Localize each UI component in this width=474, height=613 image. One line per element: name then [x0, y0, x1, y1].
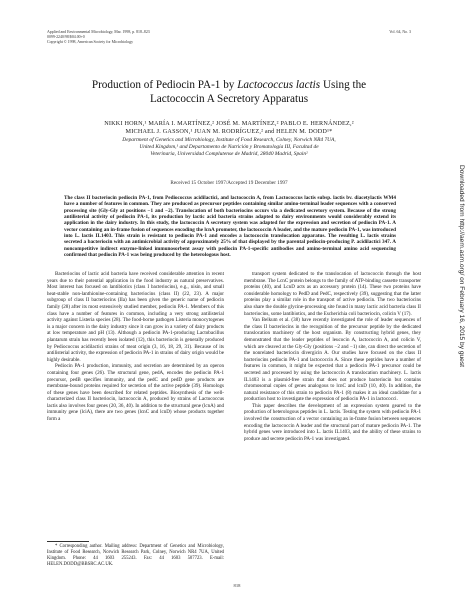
abstract: The class II bacteriocin pediocin PA-1, from Pediococcus acidilactici, and lactococcin A, from Lactococcus lactis subsp. lactis bv. diacetylactis WM4 have a number of features in common. They are produced as precursor peptides containing similar amino-terminal leader sequences with a conserved processing site (Gly-Gly at positions −1 and −2). Translocation of both bacteriocins occurs via a dedicated secretory system. Because of the strong antilisterial activity of pediocin PA-1, its production by lactic acid bacteria strains adapted to dairy environments would considerably extend its application in the dairy industry. In this study, the lactococcin A secretory system was adapted for the expression and secretion of pediocin PA-1. A vector containing an in-frame fusion of sequences encoding the lcnA promoter, the lactococcin A leader, and the mature pediocin PA-1, was introduced into L. lactis IL1403. This strain is resistant to pediocin PA-1 and encodes a lactococcin translocation apparatus. The resulting L. lactis strains secreted a bacteriocin with an antimicrobial activity of approximately 25% of that displayed by the parental pediocin-producing P. acidilactici 347. A noncompetitive indirect enzyme-linked immunosorbent assay with pediocin PA-1-specific antibodies and amino-terminal amino acid sequencing confirmed that pediocin PA-1 was being produced by the heterologous host.: [64, 195, 396, 259]
paragraph: Bacteriocins of lactic acid bacteria have received considerable attention in recent years due to their potential application in the food industry as natural preservatives. Most interest has focused on lantibiotics (class I bacteriocins), e.g., nisin, and small heat-stable non-lanthionine-containing bacteriocins (class II) (22, 23). A major subgroup of class II bacteriocins (IIa) has been given the generic name of pediocin family (28) after its most extensively studied member, pediocin PA-1. Members of this class have a number of features in common, including a very strong antilisterial activity against Listeria species (28). The food-borne pathogen Listeria monocytogenes is a major concern in the dairy industry since it can grow in a variety of dairy products at low temperature and pH (13). Although a pediocin PA-1-producing Lactobacillus plantarum strain has recently been isolated (12), this bacteriocin is generally produced by Pediococcus acidilactici strains of meat origin (3, 16, 18, 29, 31). Because of its antilisterial activity, the expression of pediocin PA-1 in strains of dairy origin would be highly desirable.: [47, 271, 224, 363]
journal-copyright: Copyright © 1998, American Society for Microbiology: [47, 40, 134, 45]
paragraph: transport system dedicated to the translocation of lactococcin through the host membrane. The LcnC protein belongs to the family of ATP-binding cassette transporter proteins (40), and LcnD acts as an accessory protein (14). These two proteins have considerable homology to PedD and PedC, respectively (39), suggesting that the latter proteins play a similar role in the transport of active pediocin. The two bacteriocins also share the double glycine-processing site found in many lactic acid bacteria class II bacteriocins, some lantibiotics, and the Escherichia coli bacteriocin, colicin V (17).: [244, 271, 421, 317]
author-line-1: NIKKI HORN,¹ MARÍA I. MARTÍNEZ,² JOSÉ M. MARTÍNEZ,² PABLO E. HERNÁNDEZ,²: [104, 120, 354, 127]
journal-issn: 0099-2240/98/$04.00+0: [47, 35, 85, 40]
author-line-2: MICHAEL J. GASSON,¹ JUAN M. RODRÍGUEZ,² and HELEN M. DODD¹*: [125, 128, 333, 136]
download-watermark-text: Downloaded from http://aem.asm.org/ on February 16, 2015 by guest: [458, 165, 465, 367]
title-line-2: Lactococcin A Secretory Apparatus: [149, 92, 309, 105]
author-list: [47, 120, 411, 136]
page-number: 818: [233, 583, 241, 588]
download-watermark: [457, 165, 467, 435]
body-column-right: [244, 271, 421, 442]
title-suffix: Using the: [320, 79, 367, 91]
paragraph: Van Belkum et al. (38) have recently investigated the role of leader sequences of the class II bacteriocins in the recognition of the precursor peptide by the dedicated translocation machinery of the host organism. By constructing hybrid genes, they demonstrated that the leader peptides of leucocin A, lactococcin A, and colicin V, which are cleaved at the Gly-Gly (positions −2 and −1) site, can direct the secretion of the nonrelated bacteriocin divergicin A. Our studies have focused on the class II bacteriocins pediocin PA-1 and lactococcin A. Since these peptides have a number of features in common, it might be expected that a pediocin PA-1 precursor could be secreted and processed by using the lactococcin A translocation machinery. L. lactis IL1403 is a plasmid-free strain that does not produce bacteriocin but contains chromosomal copies of genes analogous to lcnC and lcnD (10, 40). In addition, the natural resistance of this strain to pediocin PA-1 (8) makes it an ideal candidate for a production host to investigate the expression of pediocin PA-1 in lactococci.: [244, 317, 421, 403]
received-dates: Received 15 October 1997/Accepted 19 December 1997: [170, 180, 288, 186]
journal-header: [47, 30, 411, 46]
title-line-1: [47, 79, 411, 93]
paragraph: Pediocin PA-1 production, immunity, and secretion are determined by an operon containing four genes (26). The structural gene, pedA, encodes the pediocin PA-1 precursor, pedB specifies immunity, and the pedC and pedD gene products are membrane-bound proteins required for secretion of the active peptide (39). Homologs of these genes have been described for related peptides. Biosynthesis of the well-characterized class II bacteriocin, lactococcin A, produced by strains of Lactococcus lactis also involves four genes (20, 36, 40). In addition to the structural gene (lcnA) and immunity gene (lciA), there are two genes (lcnC and lcnD) whose products together form a: [47, 363, 224, 423]
journal-citation: Applied and Environmental Microbiology, Mar. 1998, p. 818–823: [47, 30, 150, 34]
affiliation-line-2: United Kingdom,¹ and Departamento de Nutrición y Bromatología III, Facultad de: [139, 144, 319, 151]
title-organism: Lactococcus lactis: [237, 79, 321, 91]
affiliation-line-3: Veterinaria, Universidad Complutense de Madrid, 28040 Madrid, Spain²: [150, 151, 308, 158]
footnote-divider: [47, 541, 89, 542]
article-title: [47, 79, 411, 106]
affiliation-line-1: Department of Genetics and Microbiology, Institute of Food Research, Colney, Norwich NR4 7UA,: [122, 137, 336, 143]
body-column-left: [47, 271, 224, 423]
title-prefix: Production of Pediocin PA-1 by: [91, 79, 238, 91]
corresponding-author-footnote: * Corresponding author. Mailing address: Department of Genetics and Microbiology, Institute of Food Research, Norwich Research Park, Colney, Norwich NR4 7UA, United Kingdom. Phone: 44 1603 255243. Fax: 44 1603 507723. E-mail: HELEN.DODD@BBSRC.AC.UK.: [47, 544, 224, 568]
journal-volume: Vol. 64, No. 3: [389, 30, 411, 34]
affiliations: [60, 137, 398, 159]
paragraph: This paper describes the development of an expression system geared to the production of heterologous peptides in L. lactis. Testing the system with pediocin PA-1 involved the construction of a vector containing an in-frame fusion between sequences encoding the lactococcin A leader and the structural part of mature pediocin PA-1. The hybrid genes were introduced into L. lactis IL1403, and the ability of these strains to produce and secrete pediocin PA-1 was investigated.: [244, 402, 421, 442]
